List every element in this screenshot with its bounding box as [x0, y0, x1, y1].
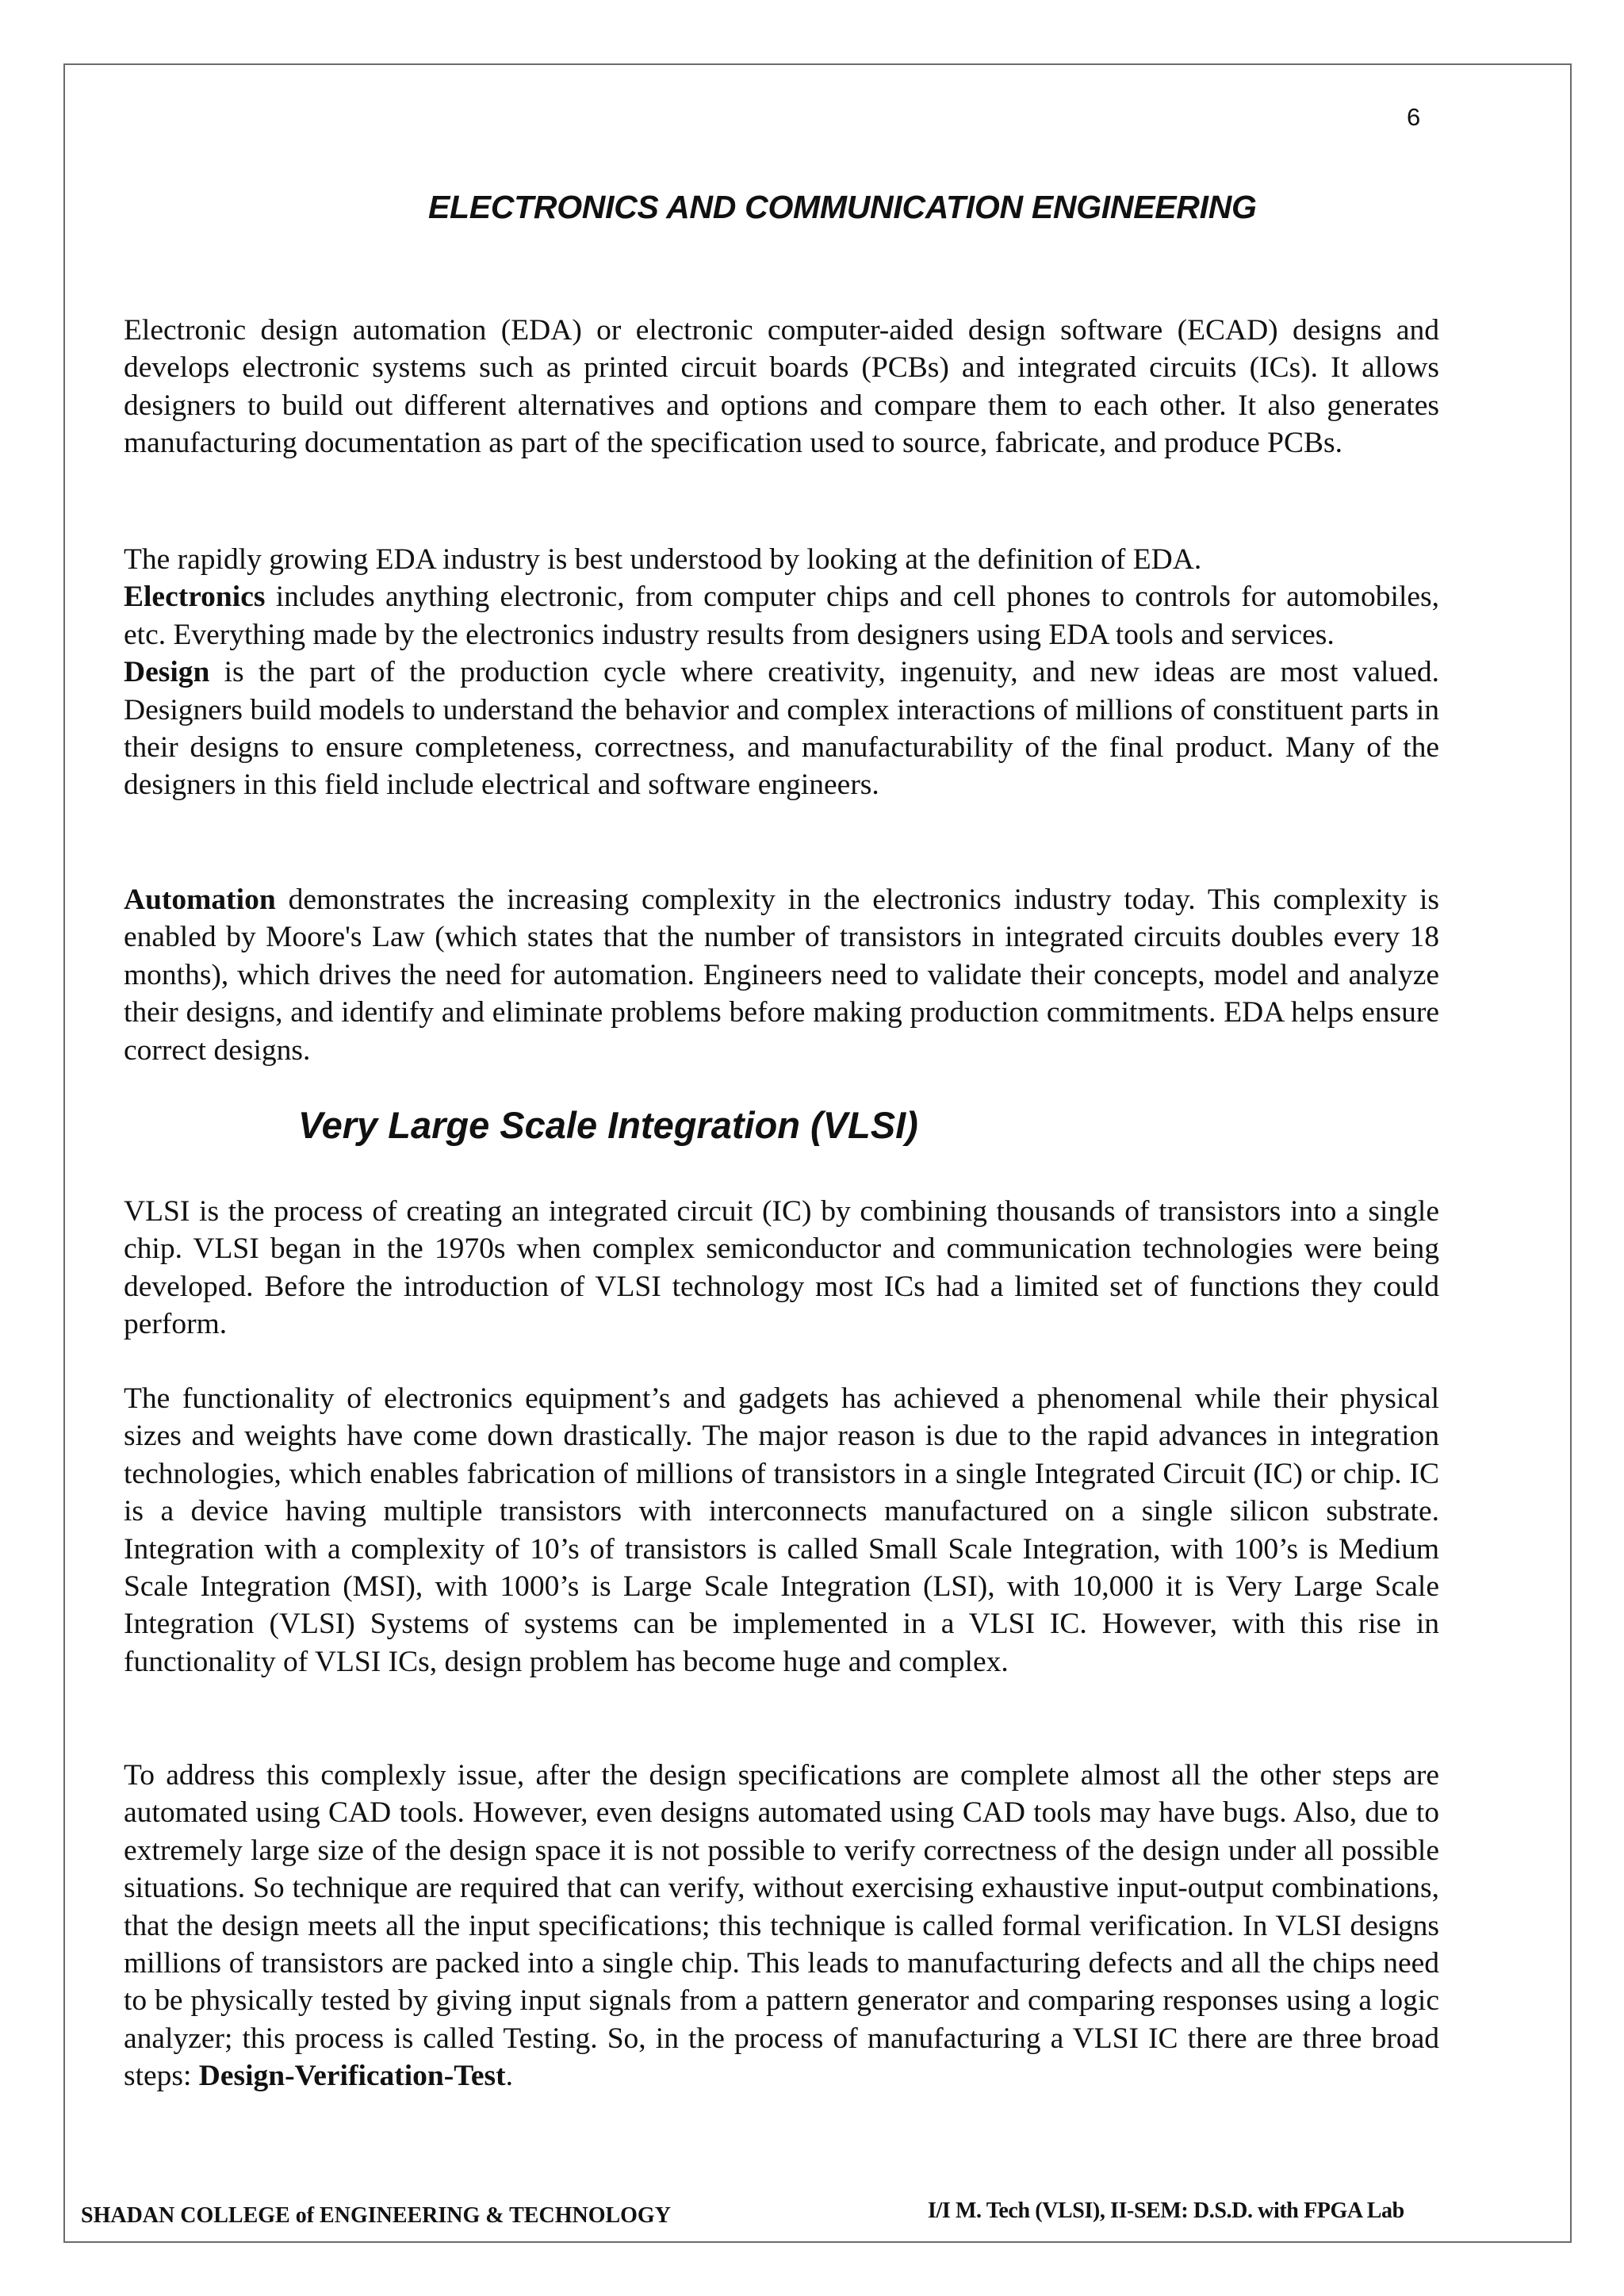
footer-college-name: SHADAN COLLEGE of ENGINEERING & TECHNOLOGY [81, 2203, 671, 2228]
footer-course-info: I/I M. Tech (VLSI), II-SEM: D.S.D. with FPGA Lab [928, 2198, 1404, 2223]
design-verification-test-term: Design-Verification-Test [198, 2060, 506, 2093]
automation-text: demonstrates the increasing complexity in the electronics industry today. This complexity is enabled by Moore's Law (which states that the number of transistors in integrated circuits doubles every 18 months), which drives the need for automation. Engineers need to validate their concepts, model and analyze their designs, and identify and eliminate problems before making production commitments. EDA helps ensure correct designs. [124, 884, 1439, 1067]
design-term: Design [124, 656, 210, 689]
design-text: is the part of the production cycle where creativity, ingenuity, and new ideas are most valued. Designers build models to understand the behavior and complex interactions of millions of constituent parts in their designs to ensure completeness, correctness, and manufacturability of the final product. Many of the designers in this field include electrical and software engineers. [124, 656, 1439, 802]
page-number: 6 [1407, 103, 1421, 131]
vlsi-verification-paragraph [124, 1757, 1439, 2095]
vlsi-functionality-paragraph: The functionality of electronics equipment’s and gadgets has achieved a phenomenal while their physical sizes and weights have come down drastically. The major reason is due to the rapid advances in integration technologies, which enables fabrication of millions of transistors in a single Integrated Circuit (IC) or chip. IC is a device having multiple transistors with interconnects manufactured on a single silicon substrate. Integration with a complexity of 10’s of transistors is called Small Scale Integration, with 100’s is Medium Scale Integration (MSI), with 1000’s is Large Scale Integration (LSI), with 10,000 it is Very Large Scale Integration (VLSI) Systems of systems can be implemented in a VLSI IC. However, with this rise in functionality of VLSI ICs, design problem has become huge and complex. [124, 1382, 1439, 1678]
vlsi-verification-text: To address this complexly issue, after the design specifications are complete almost all the other steps are automated using CAD tools. However, even designs automated using CAD tools may have bugs. Also, due to extremely large size of the design space it is not possible to verify correctness of the design under all possible situations. So technique are required that can verify, without exercising exhaustive input-output combinations, that the design meets all the input specifications; this technique is called formal verification. In VLSI designs millions of transistors are packed into a single chip. This leads to manufacturing defects and all the chips need to be physically tested by giving input signals from a pattern generator and comparing responses using a logic analyzer; this process is called Testing. So, in the process of manufacturing a VLSI IC there are three broad steps: [124, 1759, 1439, 2093]
electronics-term: Electronics [124, 581, 266, 614]
vlsi-intro-paragraph: VLSI is the process of creating an integrated circuit (IC) by combining thousands of transistors into a single chip. VLSI began in the 1970s when complex semiconductor and communication technologies were being developed. Before the introduction of VLSI technology most ICs had a limited set of functions they could perform. [124, 1195, 1439, 1341]
department-title: ELECTRONICS AND COMMUNICATION ENGINEERING [428, 189, 1257, 225]
electronics-text: includes anything electronic, from computer chips and cell phones to controls for automobiles, etc. Everything made by the electronics industry results from designers using EDA tools and services. [124, 581, 1439, 651]
eda-definition-paragraph [124, 541, 1439, 804]
eda-definition-intro: The rapidly growing EDA industry is best understood by looking at the definition of EDA. [124, 543, 1202, 576]
automation-paragraph [124, 881, 1439, 1069]
vlsi-verification-period: . [505, 2060, 513, 2093]
eda-intro-paragraph: Electronic design automation (EDA) or electronic computer-aided design software (ECAD) designs and develops electronic systems such as printed circuit boards (PCBs) and integrated circuits (ICs). It allows designers to build out different alternatives and options and compare them to each other. It also generates manufacturing documentation as part of the specification used to source, fabricate, and produce PCBs. [124, 314, 1439, 460]
vlsi-section-heading: Very Large Scale Integration (VLSI) [298, 1104, 918, 1146]
automation-term: Automation [124, 884, 276, 916]
